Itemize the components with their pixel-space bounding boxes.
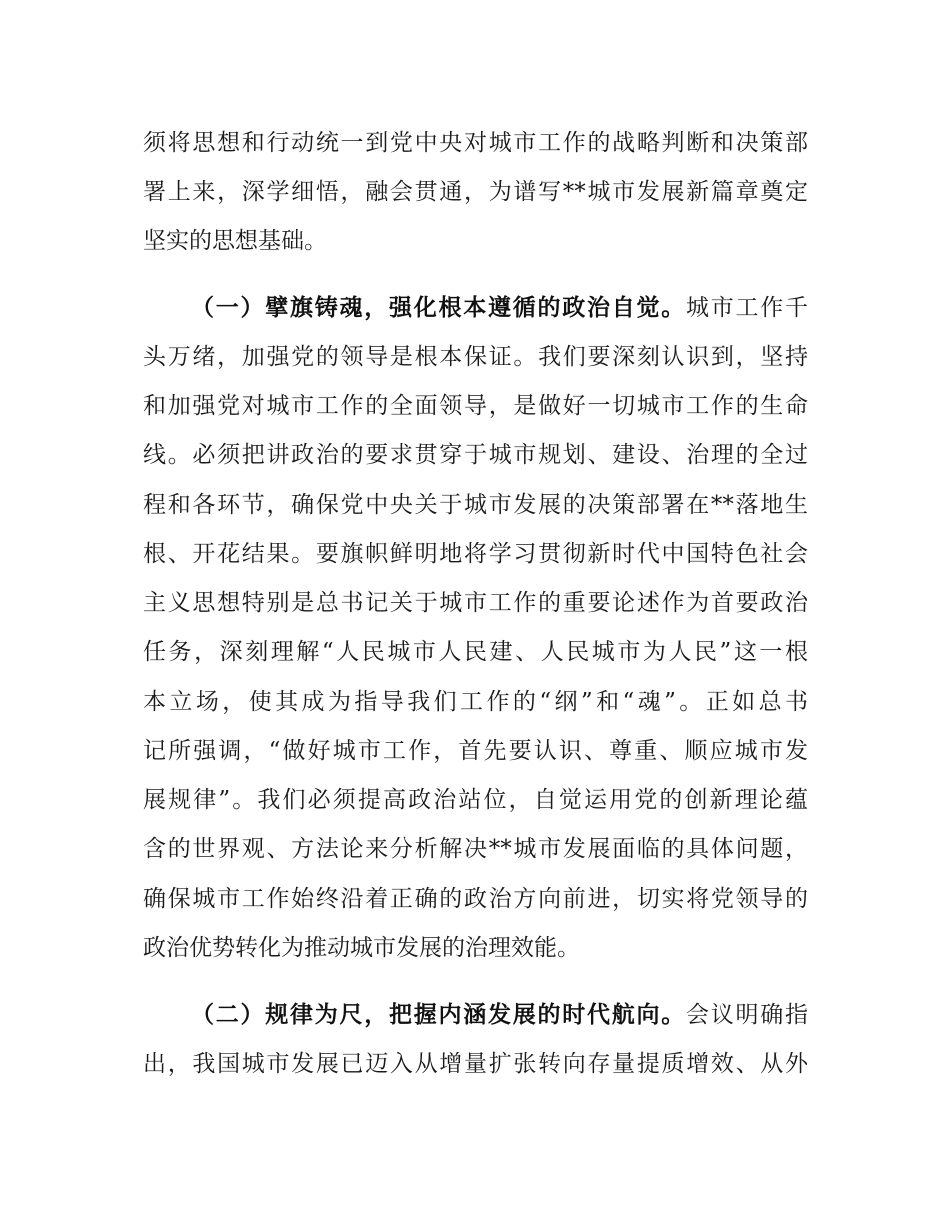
section-heading-line [191, 288, 808, 328]
body-text-line: 确保城市工作始终沿着正确的政治方向前进，切实将党领导的 [143, 886, 808, 912]
section-heading-line [191, 995, 808, 1035]
section-1-heading: （一）擘旗铸魂，强化根本遵循的政治自觉。 [191, 295, 686, 321]
body-text-line: 政治优势转化为推动城市发展的治理效能。 [143, 935, 580, 961]
body-text-line: 和加强党对城市工作的全面领导，是做好一切城市工作的生命 [143, 393, 808, 419]
body-text-line: 本立场，使其成为指导我们工作的“纲”和“魂”。正如总书 [143, 689, 808, 715]
body-text-line: 须将思想和行动统一到党中央对城市工作的战略判断和决策部 [143, 130, 808, 156]
section-2-heading: （二）规律为尺，把握内涵发展的时代航向。 [191, 1002, 686, 1028]
body-text-line: 主义思想特别是总书记关于城市工作的重要论述作为首要政治 [143, 590, 808, 616]
body-text-line: 根、开花结果。要旗帜鲜明地将学习贯彻新时代中国特色社会 [143, 541, 808, 567]
body-text-line: 出，我国城市发展已迈入从增量扩张转向存量提质增效、从外 [143, 1051, 808, 1077]
section-2-first-line-text: 会议明确指 [686, 1002, 808, 1028]
body-text-line: 记所强调，“做好城市工作，首先要认识、尊重、顺应城市发 [143, 738, 808, 764]
body-text-line: 线。必须把讲政治的要求贯穿于城市规划、建设、治理的全过 [143, 442, 808, 468]
body-text-line: 头万绪，加强党的领导是根本保证。我们要深刻认识到，坚持 [143, 344, 808, 370]
body-text-line: 坚实的思想基础。 [143, 228, 327, 254]
body-text-line: 程和各环节，确保党中央关于城市发展的决策部署在**落地生 [143, 492, 808, 518]
body-text-line: 含的世界观、方法论来分析解决**城市发展面临的具体问题， [143, 836, 808, 862]
body-text-line: 署上来，深学细悟，融会贯通，为谱写**城市发展新篇章奠定 [143, 179, 808, 205]
section-1-first-line-text: 城市工作千 [686, 295, 808, 321]
body-text-line: 展规律”。我们必须提高政治站位，自觉运用党的创新理论蕴 [143, 787, 808, 813]
body-text-line: 任务，深刻理解“人民城市人民建、人民城市为人民”这一根 [143, 639, 808, 665]
